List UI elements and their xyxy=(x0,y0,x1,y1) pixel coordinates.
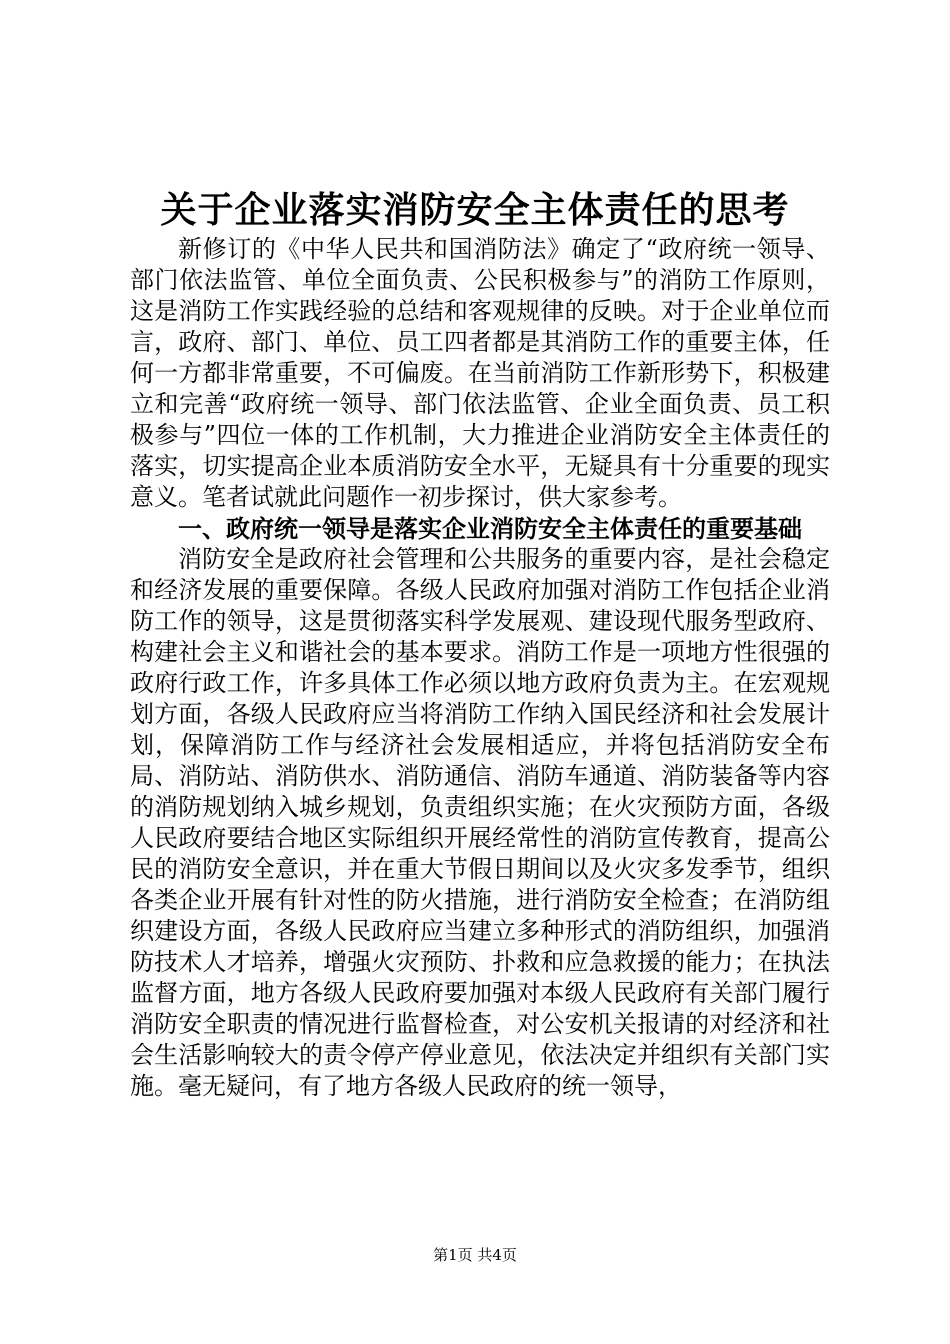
page-number-footer: 第1页 共4页 xyxy=(433,1246,517,1264)
section-heading: 一、政府统一领导是落实企业消防安全主体责任的重要基础 xyxy=(178,514,802,543)
document-title: 关于企业落实消防安全主体责任的思考 xyxy=(160,189,790,231)
section-paragraph: 消防安全是政府社会管理和公共服务的重要内容，是社会稳定和经济发展的重要保障。各级人民政府加强对消防工作包括企业消防工作的领导，这是贯彻落实科学发展观、建设现代服务型政府、构建社会主义和谐社会的基本要求。消防工作是一项地方性很强的政府行政工作，许多具体工作必须以地方政府负责为主。在宏观规划方面，各级人民政府应当将消防工作纳入国民经济和社会发展计划，保障消防工作与经济社会发展相适应，并将包括消防安全布局、消防站、消防供水、消防通信、消防车通道、消防装备等内容的消防规划纳入城乡规划，负责组织实施；在火灾预防方面，各级人民政府要结合地区实际组织开展经常性的消防宣传教育，提高公民的消防安全意识，并在重大节假日期间以及火灾多发季节，组织各类企业开展有针对性的防火措施，进行消防安全检查；在消防组织建设方面，各级人民政府应当建立多种形式的消防组织，加强消防技术人才培养，增强火灾预防、扑救和应急救援的能力；在执法监督方面，地方各级人民政府要加强对本级人民政府有关部门履行消防安全职责的情况进行监督检查，对公安机关报请的对经济和社会生活影响较大的责令停产停业意见，依法决定并组织有关部门实施。毫无疑问，有了地方各级人民政府的统一领导， xyxy=(130,545,830,1100)
intro-paragraph: 新修订的《中华人民共和国消防法》确定了“政府统一领导、部门依法监管、单位全面负责、公民积极参与”的消防工作原则，这是消防工作实践经验的总结和客观规律的反映。对于企业单位而言，政府、部门、单位、员工四者都是其消防工作的重要主体，任何一方都非常重要，不可偏废。在当前消防工作新形势下，积极建立和完善“政府统一领导、部门依法监管、企业全面负责、员工积极参与”四位一体的工作机制，大力推进企业消防安全主体责任的落实，切实提高企业本质消防安全水平，无疑具有十分重要的现实意义。笔者试就此问题作一初步探讨，供大家参考。 xyxy=(130,235,830,511)
document-body xyxy=(130,234,830,1102)
